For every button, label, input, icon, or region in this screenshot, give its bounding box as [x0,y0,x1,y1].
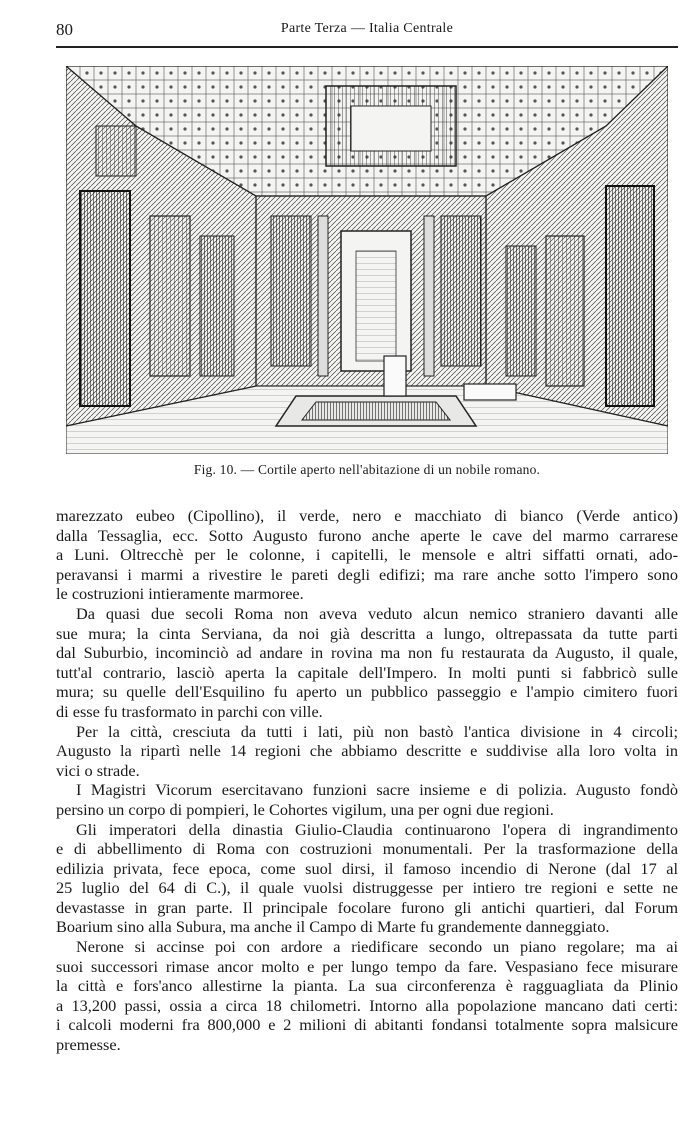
text-line: persino un corpo di pompieri, le Cohortes vigilum, una per ogni due regioni. [56,799,554,819]
text-line: I Magistri Vicorum esercitavano funzioni sacre insieme e di polizia. Augusto fondò [76,780,678,800]
page-number: 80 [56,20,73,39]
text-line: Per la città, cresciuta da tutti i lati, più non bastò l'antica divisione in 4 circoli; [76,721,678,741]
text-line: Da quasi due secoli Roma non aveva veduto alcun nemico straniero davanti alle [76,603,678,623]
text-line: devastasse in gran parte. Il principale focolare furono gli antichi quartieri, dal Forum [56,897,678,917]
text-line: Augusto la ripartì nelle 14 regioni che abbiamo descritte e suddivise alla loro volta in [56,741,678,761]
text-line: vici o strade. [56,760,140,780]
figure-caption: Fig. 10. — Cortile aperto nell'abitazione di un nobile romano. [193,462,541,477]
text-line: la città e fors'anco allestirne la pianta. La sua circonferenza è ragguagliata da Plinio [56,976,678,996]
text-line: marezzato eubeo (Cipollino), il verde, nero e macchiato di bianco (Verde antico) [56,506,678,525]
text-line: mura; su quelle dell'Esquilino fu aperto un pubblico passeggio e l'ampio cimitero fuori [56,682,678,702]
paragraph [56,722,678,781]
text-line: di esse fu trasformato in parchi con ville. [56,701,323,721]
paragraph [56,604,678,722]
paragraph [56,506,678,604]
text-line: i calcoli moderni fra 800,000 e 2 milioni di abitanti fondansi totalmente sopra malsicure [56,1015,678,1035]
text-line: sue mura; la cinta Serviana, da noi già descritta a lungo, oltrepassata da tutte parti [56,623,678,643]
text-line: Boarium sino alla Subura, ma anche il Campo di Marte fu grandemente danneggiato. [56,917,610,937]
header-rule [56,46,678,48]
text-line: edilizia privata, fece epoca, come suol dirsi, il famoso incendio di Nerone (dal 17 al [56,858,678,878]
text-line: peravansi i marmi a rivestire le pareti degli edifizi; ma rare anche sotto l'impero sono [56,564,678,584]
paragraph [56,780,678,819]
body-text [56,506,678,1055]
text-line: a 13,200 passi, ossia a circa 18 chilometri. Intorno alla popolazione mancano dati certi: [56,995,678,1015]
page-header [56,20,678,40]
text-line: e di abbellimento di Roma con costruzioni monumentali. Per la trasformazione della [56,839,678,859]
paragraph [56,820,678,938]
text-line: Nerone si accinse poi con ardore a riedificare secondo un piano regolare; ma ai [76,937,678,957]
text-line: 25 luglio del 64 di C.), il quale vuolsi distruggesse per intiero tre regioni e sette ne [56,878,678,898]
text-line: tutt'al contrario, lasciò aperta la capitale dell'Impero. In molti punti si fabbricò sulle [56,662,678,682]
text-line: dal Suburbio, incominciò ad andare in rovina ma non fu restaurata da Augusto, il quale, [56,643,678,663]
running-head: Parte Terza — Italia Centrale [280,21,454,36]
text-line: suoi successori rimase ancor molto e per lungo tempo da fare. Vespasiano fece misurare [56,956,678,976]
text-line: Gli imperatori della dinastia Giulio-Claudia continuarono l'opera di ingrandimento [76,819,678,839]
text-line: premesse. [56,1035,121,1055]
text-line: le costruzioni intieramente marmoree. [56,584,304,604]
text-line: dalla Tessaglia, ecc. Sotto Augusto furono anche aperte le cave del marmo carrarese [56,525,678,545]
paragraph [56,937,678,1055]
engraving-illustration [66,66,668,454]
roman-atrium-engraving [66,66,668,454]
text-line: a Luni. Oltrecchè per le colonne, i capitelli, le mensole e altri siffatti ornati, ado- [56,545,678,565]
